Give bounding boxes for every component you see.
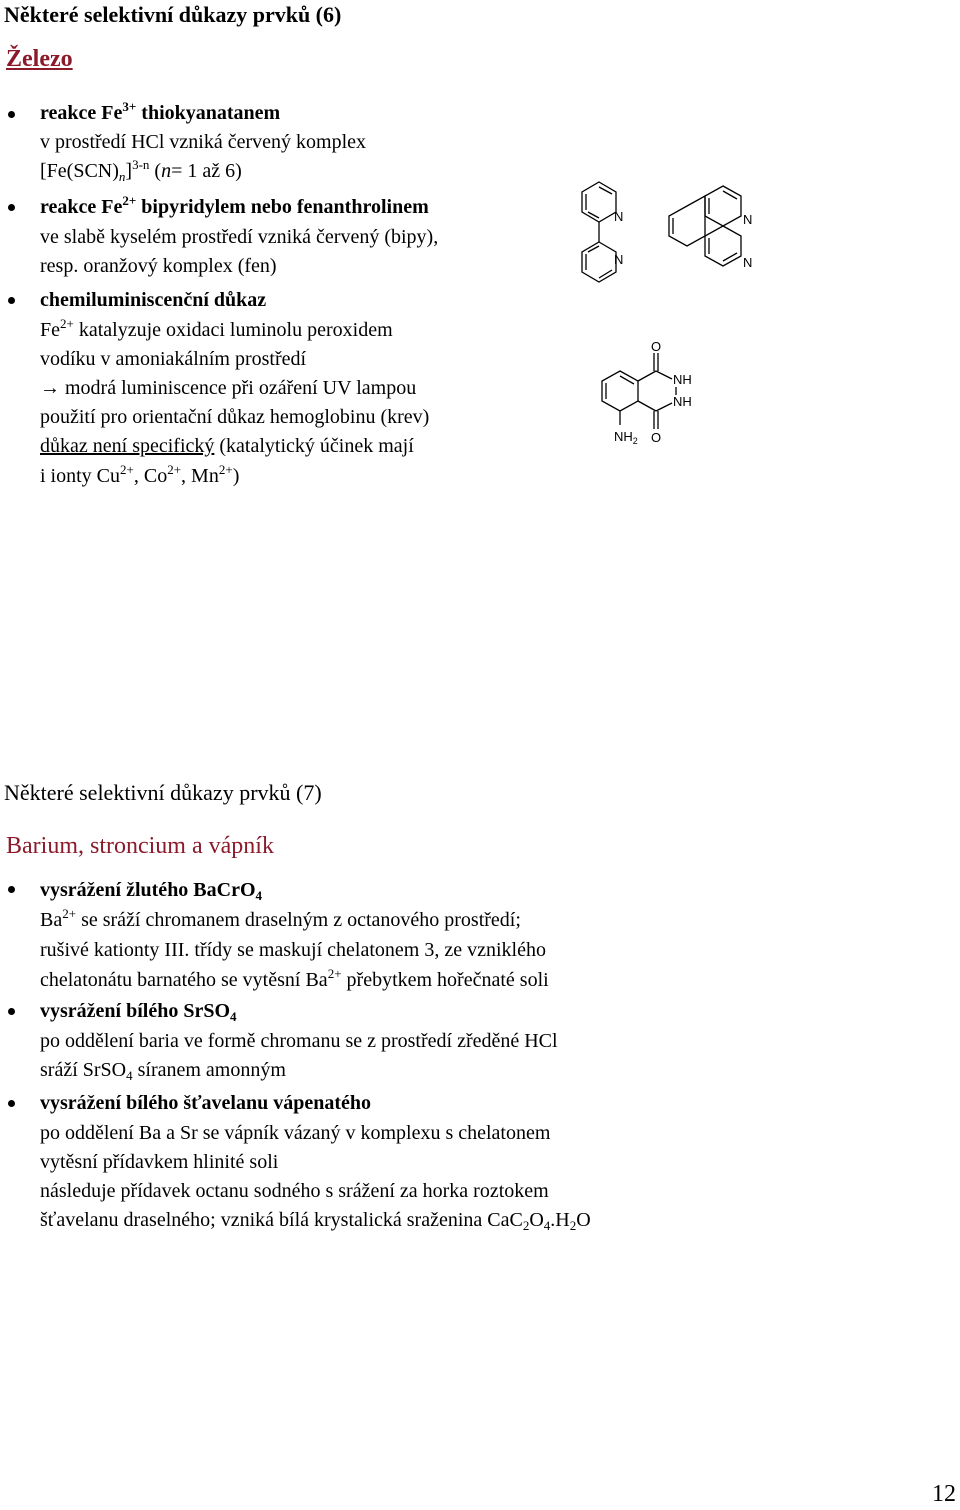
s2-b1-line2: $Ba^{2+}$ se sráží chromanem draselným z octanového prostředí; — [40, 906, 521, 931]
s2-b1-line3: rušivé kationty III. třídy se maskují chelatonem 3, ze vzniklého — [40, 939, 546, 961]
s2-b3-line3: vytěsní přídavkem hlinité soli — [40, 1151, 279, 1173]
s1-b2-line3: resp. oranžový komplex (fen) — [40, 255, 277, 277]
s1-b2-line1: reakce $Fe^{2+}$ bipyridylem nebo fenanthrolinem — [40, 193, 429, 218]
s2-b3-line5: šťavelanu draselného; vzniká bílá krystalická sraženina $CaC_2O_4.H_2O$ — [40, 1209, 591, 1233]
section2-title: Některé selektivní důkazy prvků (7) — [4, 780, 322, 805]
s2-b2-line2: po oddělení baria ve formě chromanu se z prostředí zředěné HCl — [40, 1030, 558, 1052]
s2-b3-line2: po oddělení Ba a Sr se vápník vázaný v komplexu s chelatonem — [40, 1122, 551, 1144]
s1-b3-line6: důkaz není specifický (katalytický účinek mají — [40, 435, 414, 457]
atom-n: N — [743, 255, 753, 270]
section2-subtitle: Barium, stroncium a vápník — [6, 833, 274, 859]
bullet-dot — [8, 1008, 15, 1015]
s2-b3-line4: následuje přídavek octanu sodného s srážení za horka roztokem — [40, 1180, 549, 1202]
atom-n: N — [614, 252, 624, 267]
bullet-dot — [8, 886, 15, 893]
page-number: 12 — [932, 1481, 956, 1507]
atom-n: N — [743, 212, 753, 227]
luminol-structure — [590, 335, 720, 450]
s2-b1-line4: chelatonátu barnatého se vytěsní $Ba^{2+}$ přebytkem hořečnaté soli — [40, 966, 549, 991]
s1-b1-line3: $[Fe(SCN)_n]^{3-n}$ (n= 1 až 6) — [40, 157, 242, 184]
bullet-dot — [8, 111, 15, 118]
bullet-dot — [8, 204, 15, 211]
section1-subtitle: Železo — [6, 46, 73, 72]
s1-b3-line4: → modrá luminiscence při ozáření UV lampou — [40, 377, 417, 399]
s1-b3-line5: použití pro orientační důkaz hemoglobinu (krev) — [40, 406, 430, 428]
s2-b3-line1: vysrážení bílého šťavelanu vápenatého — [40, 1092, 371, 1114]
s2-b1-line1: vysrážení žlutého BaCrO$_4$ — [40, 879, 263, 903]
s1-b2-line2: ve slabě kyselém prostředí vzniká červený (bipy), — [40, 226, 439, 248]
section1-title: Některé selektivní důkazy prvků (6) — [4, 2, 342, 27]
phenanthroline-structure — [655, 178, 775, 303]
atom-o: O — [651, 339, 662, 354]
s1-b3-line3: vodíku v amoniakálním prostředí — [40, 348, 307, 370]
s2-b2-line3: sráží SrSO$_4$ síranem amonným — [40, 1059, 286, 1083]
atom-o: O — [651, 430, 662, 445]
bullet-dot — [8, 297, 15, 304]
bullet-dot — [8, 1100, 15, 1107]
atom-nh: NH — [673, 394, 692, 409]
s1-b3-line1: chemiluminiscenční důkaz — [40, 289, 267, 311]
atom-nh: NH — [673, 372, 692, 387]
s1-b3-line7: i ionty $Cu^{2+}$, $Co^{2+}$, $Mn^{2+}$) — [40, 462, 240, 487]
s1-b1-line2: v prostředí HCl vzniká červený komplex — [40, 131, 367, 153]
atom-n: N — [614, 209, 624, 224]
atom-nh2: $NH_2$ — [614, 429, 638, 446]
s2-b2-line1: vysrážení bílého SrSO$_4$ — [40, 1000, 237, 1024]
s1-b1-line1: reakce $Fe^{3+}$ thiokyanatanem — [40, 99, 281, 124]
s1-b3-line2: $Fe^{2+}$ katalyzuje oxidaci luminolu peroxidem — [40, 316, 393, 341]
